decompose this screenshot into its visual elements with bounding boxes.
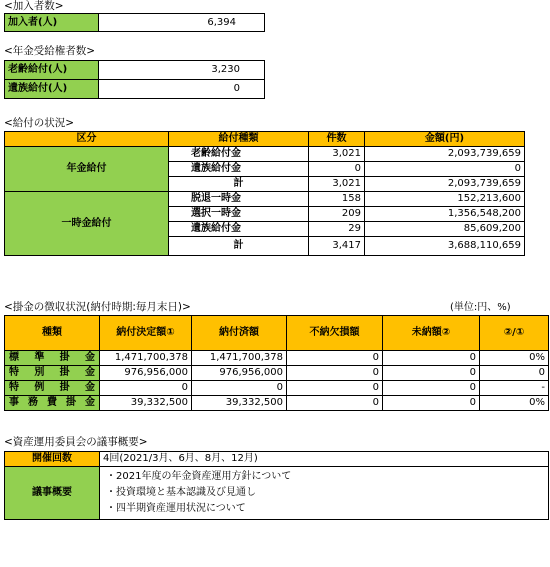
contrib-header-decided: 納付決定額① [100,316,192,351]
contrib-row-loss: 0 [287,366,383,381]
committee-meetings-label: 開催回数 [5,452,100,467]
benefits-section-title: <給付の状況> [4,117,75,129]
committee-summary-cell [100,467,549,520]
recipients-survivor-label: 遺族給付(人) [5,80,99,99]
contrib-row-decided: 976,956,000 [100,366,192,381]
benefits-lump-count-1: 209 [309,207,365,222]
members-value: 6,394 [99,14,265,32]
benefits-pension-subtotal-label: 計 [169,177,309,192]
committee-section-title: <資産運用委員会の議事概要> [4,436,148,448]
contrib-type-label: 特 別 掛 金 [9,367,95,378]
contributions-unit: (単位:円、%) [450,302,511,313]
contrib-row-loss: 0 [287,396,383,411]
committee-table [4,451,549,520]
contrib-row-ratio: 0 [480,366,549,381]
contrib-row-unpaid: 0 [383,396,480,411]
benefits-pension-count-0: 3,021 [309,147,365,162]
recipients-survivor-value: 0 [99,80,265,99]
benefits-header-amount: 金額(円) [365,132,525,147]
contrib-row-type [5,351,100,366]
contrib-row-paid: 0 [192,381,287,396]
benefits-table [4,131,525,256]
contrib-header-loss: 不納欠損額 [287,316,383,351]
contrib-type-label: 特 例 掛 金 [9,382,95,393]
benefits-pension-subtotal-amount: 2,093,739,659 [365,177,525,192]
contrib-type-label: 標 準 掛 金 [9,352,95,363]
contrib-row-loss: 0 [287,381,383,396]
members-section-title: <加入者数> [4,0,64,12]
benefits-lump-category: 一時金給付 [5,192,169,256]
contrib-row-unpaid: 0 [383,351,480,366]
contrib-row-type [5,396,100,411]
benefits-total-label: 計 [169,237,309,256]
contrib-row-loss: 0 [287,351,383,366]
benefits-pension-type-0: 老齢給付金 [169,147,309,162]
contrib-row-decided: 0 [100,381,192,396]
benefits-header-category: 区分 [5,132,169,147]
benefits-total-count: 3,417 [309,237,365,256]
benefits-pension-amount-0: 2,093,739,659 [365,147,525,162]
benefits-lump-amount-0: 152,213,600 [365,192,525,207]
contrib-row-ratio: - [480,381,549,396]
committee-summary-item: ・四半期資産運用状況について [106,503,246,514]
benefits-header-count: 件数 [309,132,365,147]
contrib-row-paid: 976,956,000 [192,366,287,381]
members-label: 加入者(人) [5,14,99,32]
benefits-pension-subtotal-count: 3,021 [309,177,365,192]
benefits-pension-category: 年金給付 [5,147,169,192]
benefits-pension-count-1: 0 [309,162,365,177]
benefits-header-type: 給付種類 [169,132,309,147]
benefits-lump-type-1: 選択一時金 [169,207,309,222]
contrib-type-label: 事 務 費 掛 金 [9,397,95,408]
benefits-lump-amount-2: 85,609,200 [365,222,525,237]
contrib-header-ratio: ②/① [480,316,549,351]
recipients-table [4,60,265,99]
benefits-pension-amount-1: 0 [365,162,525,177]
contrib-header-type: 種類 [5,316,100,351]
contrib-row-paid: 1,471,700,378 [192,351,287,366]
benefits-total-amount: 3,688,110,659 [365,237,525,256]
benefits-lump-type-2: 遺族給付金 [169,222,309,237]
contrib-header-paid: 納付済額 [192,316,287,351]
contrib-header-unpaid: 未納額② [383,316,480,351]
recipients-old-age-label: 老齢給付(人) [5,61,99,80]
contrib-row-unpaid: 0 [383,381,480,396]
contrib-row-type [5,366,100,381]
contrib-row-ratio: 0% [480,396,549,411]
benefits-lump-amount-1: 1,356,548,200 [365,207,525,222]
contrib-row-type [5,381,100,396]
committee-summary-label: 議事概要 [5,467,100,520]
benefits-pension-type-1: 遺族給付金 [169,162,309,177]
committee-summary-item: ・投資環境と基本認識及び見通し [106,487,256,498]
members-table [4,13,265,32]
contrib-row-decided: 39,332,500 [100,396,192,411]
committee-summary-item: ・2021年度の年金資産運用方針について [106,471,292,482]
contributions-section-title: <掛金の徴収状況(納付時期:毎月末日)> [4,301,191,313]
contrib-row-ratio: 0% [480,351,549,366]
contrib-row-unpaid: 0 [383,366,480,381]
benefits-lump-count-2: 29 [309,222,365,237]
committee-meetings-value: 4回(2021/3月、6月、8月、12月) [100,452,549,467]
committee-summary-list [106,469,542,517]
recipients-old-age-value: 3,230 [99,61,265,80]
benefits-lump-type-0: 脱退一時金 [169,192,309,207]
contrib-row-decided: 1,471,700,378 [100,351,192,366]
benefits-lump-count-0: 158 [309,192,365,207]
recipients-section-title: <年金受給権者数> [4,45,96,57]
contributions-table [4,315,549,411]
contrib-row-paid: 39,332,500 [192,396,287,411]
